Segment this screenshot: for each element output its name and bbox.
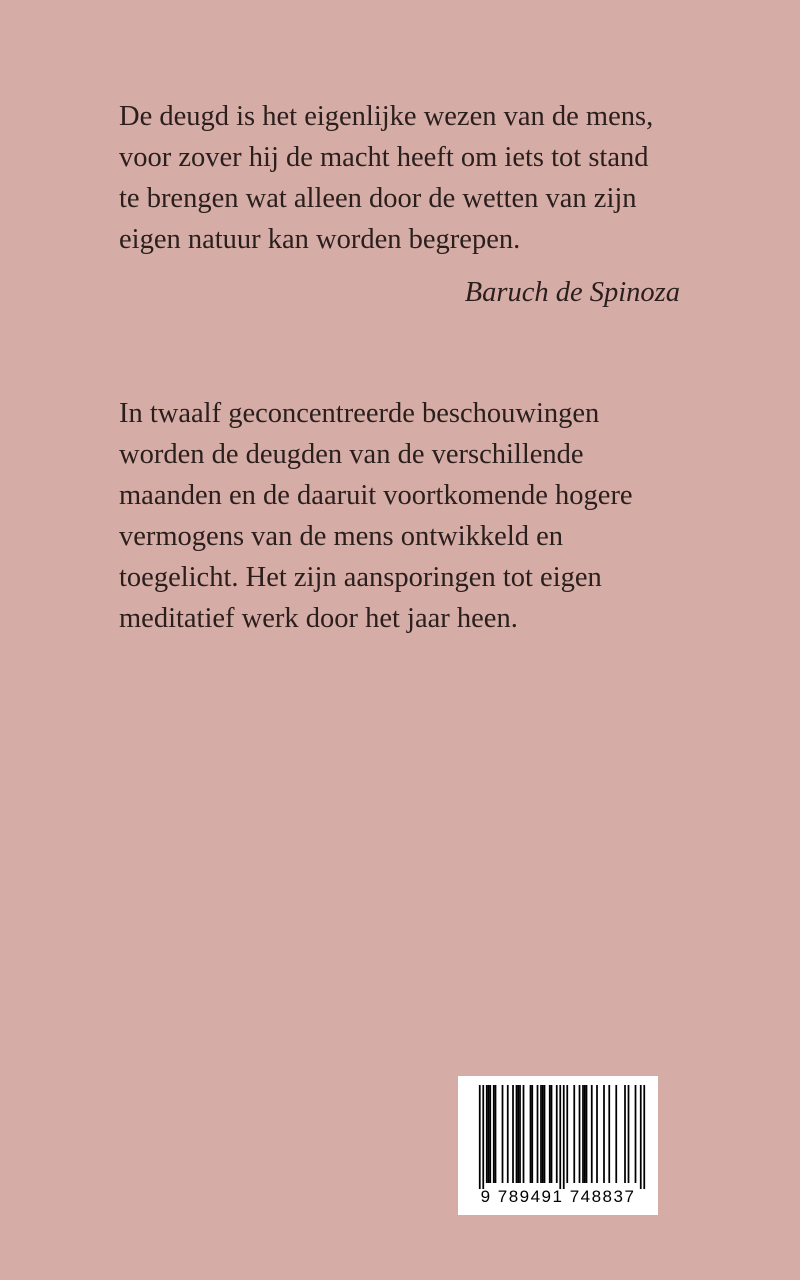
barcode-bar bbox=[566, 1085, 568, 1183]
barcode-bar bbox=[573, 1085, 575, 1183]
barcode-bar bbox=[542, 1085, 544, 1183]
barcode-bar bbox=[495, 1085, 497, 1183]
barcode-bar bbox=[608, 1085, 610, 1183]
barcode-bar bbox=[556, 1085, 558, 1183]
barcode-bar bbox=[624, 1085, 626, 1183]
isbn-barcode bbox=[458, 1076, 658, 1215]
barcode-bar bbox=[479, 1085, 481, 1189]
barcode-bar bbox=[519, 1085, 521, 1183]
barcode-bar bbox=[596, 1085, 598, 1183]
barcode-bar bbox=[537, 1085, 539, 1183]
blurb-line: worden de deugden van de verschillende bbox=[119, 439, 584, 470]
barcode-bar bbox=[530, 1085, 532, 1183]
barcode-bar bbox=[603, 1085, 605, 1183]
barcode-bar bbox=[516, 1085, 518, 1183]
barcode-bar bbox=[643, 1085, 645, 1189]
barcode-bar bbox=[531, 1085, 533, 1183]
barcode-bar bbox=[549, 1085, 551, 1183]
barcode-bar bbox=[540, 1085, 542, 1183]
barcode-bar bbox=[591, 1085, 593, 1183]
quote-line: te brengen wat alleen door de wetten van zijn bbox=[119, 183, 637, 214]
barcode-bar bbox=[615, 1085, 617, 1183]
barcode-bar bbox=[579, 1085, 581, 1183]
blurb-line: vermogens van de mens ontwikkeld en bbox=[119, 521, 564, 552]
barcode-bar bbox=[628, 1085, 630, 1183]
quote-block bbox=[119, 96, 699, 260]
barcode-bar bbox=[523, 1085, 525, 1183]
barcode-bar bbox=[482, 1085, 484, 1189]
quote-line: De deugd is het eigenlijke wezen van de mens, bbox=[119, 101, 654, 132]
blurb-line: meditatief werk door het jaar heen. bbox=[119, 603, 518, 634]
barcode-bar bbox=[640, 1085, 642, 1189]
barcode-bar bbox=[507, 1085, 509, 1183]
isbn-digits: 9 789491 748837 bbox=[480, 1187, 636, 1206]
barcode-bar bbox=[489, 1085, 491, 1183]
barcode-bar bbox=[584, 1085, 586, 1183]
barcode-bar bbox=[512, 1085, 514, 1183]
barcode-bar bbox=[586, 1085, 588, 1183]
barcode-bar bbox=[635, 1085, 637, 1183]
barcode-bar bbox=[502, 1085, 504, 1183]
quote-line: voor zover hij de macht heeft om iets tot stand bbox=[119, 142, 649, 173]
barcode-bar bbox=[582, 1085, 584, 1183]
blurb-line: In twaalf geconcentreerde beschouwingen bbox=[119, 398, 600, 429]
blurb-line: maanden en de daaruit voortkomende hogere bbox=[119, 480, 633, 511]
barcode-bar bbox=[486, 1085, 488, 1183]
barcode-bar bbox=[488, 1085, 490, 1183]
blurb-line: toegelicht. Het zijn aansporingen tot eigen bbox=[119, 562, 602, 593]
barcode-bar bbox=[544, 1085, 546, 1183]
barcode-bar bbox=[551, 1085, 553, 1183]
barcode-bar bbox=[559, 1085, 561, 1189]
barcode-bar bbox=[517, 1085, 519, 1183]
blurb-block bbox=[119, 393, 699, 639]
quote-author: Baruch de Spinoza bbox=[464, 277, 680, 308]
barcode-bar bbox=[493, 1085, 495, 1183]
barcode-bar bbox=[563, 1085, 565, 1189]
quote-line: eigen natuur kan worden begrepen. bbox=[119, 224, 521, 255]
